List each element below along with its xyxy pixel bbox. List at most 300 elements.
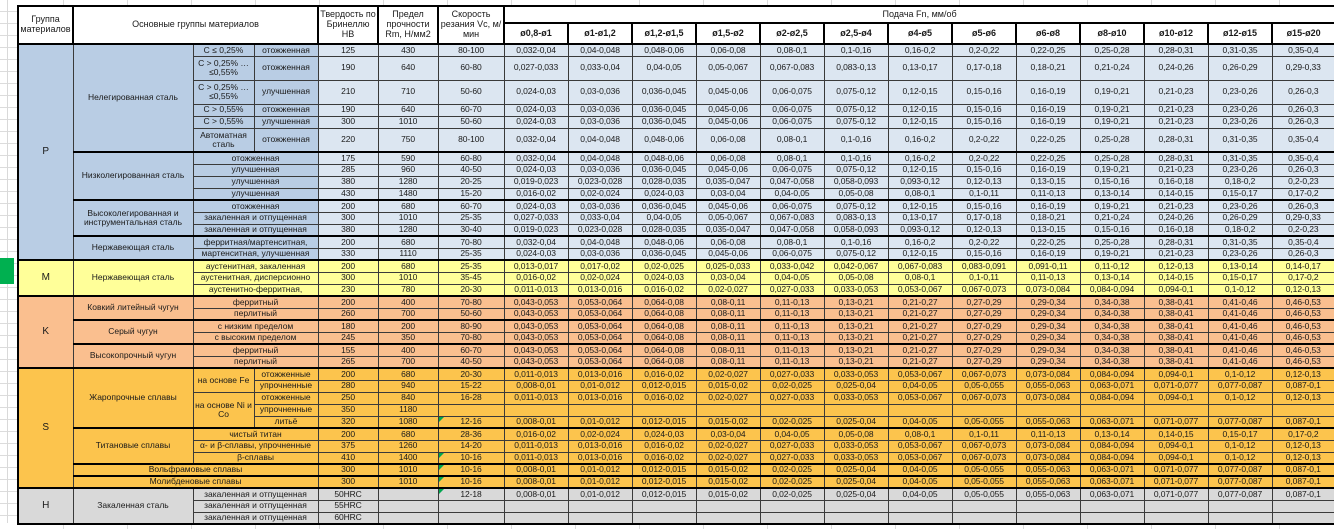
feed-cell[interactable]: 0,17-0,2 — [1272, 188, 1334, 200]
speed-cell[interactable]: 60-70 — [438, 104, 504, 116]
feed-cell[interactable] — [888, 404, 952, 416]
feed-cell[interactable]: 0,12-0,13 — [952, 224, 1016, 236]
feed-cell[interactable]: 0,067-0,073 — [952, 392, 1016, 404]
feed-cell[interactable] — [1144, 500, 1208, 512]
feed-cell[interactable]: 0,075-0,12 — [824, 248, 888, 260]
feed-cell[interactable] — [1080, 404, 1144, 416]
feed-cell[interactable]: 0,025-0,04 — [824, 488, 888, 500]
feed-cell[interactable]: 0,13-0,14 — [1208, 260, 1272, 272]
feed-cell[interactable]: 0,011-0,013 — [504, 368, 568, 380]
feed-cell[interactable]: 0,2-0,23 — [1272, 176, 1334, 188]
feed-cell[interactable]: 0,016-0,02 — [632, 284, 696, 296]
strength-cell[interactable]: 700 — [378, 356, 438, 368]
feed-cell[interactable] — [1272, 404, 1334, 416]
feed-cell[interactable]: 0,047-0,058 — [760, 224, 824, 236]
material-cell[interactable]: аустенитная, дисперсионно — [193, 272, 318, 284]
feed-cell[interactable]: 0,012-0,015 — [632, 476, 696, 488]
strength-cell[interactable]: 1010 — [378, 476, 438, 488]
feed-cell[interactable]: 0,06-0,075 — [760, 104, 824, 116]
feed-cell[interactable]: 0,08-0,11 — [696, 308, 760, 320]
feed-cell[interactable] — [824, 500, 888, 512]
feed-cell[interactable]: 0,04-0,048 — [568, 44, 632, 56]
feed-cell[interactable]: 0,063-0,071 — [1080, 464, 1144, 476]
feed-cell[interactable]: 0,036-0,045 — [632, 80, 696, 104]
feed-cell[interactable]: 0,13-0,14 — [1080, 428, 1144, 440]
feed-cell[interactable]: 0,18-0,21 — [1016, 212, 1080, 224]
feed-cell[interactable]: 0,03-0,04 — [696, 428, 760, 440]
feed-cell[interactable]: 0,027-0,033 — [760, 284, 824, 296]
feed-cell[interactable]: 0,08-0,1 — [888, 188, 952, 200]
feed-cell[interactable]: 0,064-0,08 — [632, 320, 696, 332]
diameter-header[interactable]: ø15-ø20 — [1272, 23, 1334, 44]
strength-cell[interactable]: 430 — [378, 44, 438, 56]
feed-cell[interactable]: 0,15-0,17 — [1208, 188, 1272, 200]
speed-cell[interactable]: 28-36 — [438, 428, 504, 440]
feed-cell[interactable]: 0,045-0,06 — [696, 80, 760, 104]
feed-cell[interactable]: 0,08-0,11 — [696, 320, 760, 332]
feed-cell[interactable] — [1016, 512, 1080, 524]
diameter-header[interactable]: ø12-ø15 — [1208, 23, 1272, 44]
feed-cell[interactable]: 0,13-0,14 — [1080, 188, 1144, 200]
feed-cell[interactable]: 0,16-0,19 — [1016, 104, 1080, 116]
feed-cell[interactable]: 0,032-0,04 — [504, 152, 568, 164]
hardness-cell[interactable]: 330 — [318, 248, 378, 260]
hardness-cell[interactable]: 210 — [318, 80, 378, 104]
feed-cell[interactable]: 0,063-0,071 — [1080, 380, 1144, 392]
hardness-cell[interactable]: 285 — [318, 164, 378, 176]
speed-cell[interactable]: 12-16 — [438, 416, 504, 428]
feed-cell[interactable]: 0,067-0,073 — [952, 452, 1016, 464]
feed-cell[interactable]: 0,16-0,18 — [1144, 176, 1208, 188]
feed-cell[interactable]: 0,04-0,048 — [568, 152, 632, 164]
feed-cell[interactable]: 0,06-0,075 — [760, 200, 824, 212]
feed-cell[interactable]: 0,19-0,21 — [1080, 200, 1144, 212]
feed-cell[interactable]: 0,17-0,2 — [1272, 272, 1334, 284]
feed-cell[interactable]: 0,08-0,1 — [888, 428, 952, 440]
feed-cell[interactable]: 0,067-0,083 — [888, 260, 952, 272]
feed-cell[interactable]: 0,053-0,067 — [888, 392, 952, 404]
feed-cell[interactable]: 0,18-0,21 — [1016, 56, 1080, 80]
speed-cell[interactable]: 80-100 — [438, 44, 504, 56]
material-cell[interactable]: улучшенная — [193, 176, 318, 188]
hardness-cell[interactable]: 55HRC — [318, 500, 378, 512]
feed-cell[interactable]: 0,03-0,036 — [568, 248, 632, 260]
feed-cell[interactable]: 0,016-0,02 — [504, 272, 568, 284]
feed-cell[interactable]: 0,028-0,035 — [632, 176, 696, 188]
feed-cell[interactable]: 0,29-0,34 — [1016, 344, 1080, 356]
feed-cell[interactable]: 0,03-0,04 — [696, 272, 760, 284]
material-cell[interactable]: Нержавеющая сталь — [73, 260, 193, 296]
strength-cell[interactable]: 640 — [378, 104, 438, 116]
feed-cell[interactable]: 0,053-0,064 — [568, 296, 632, 308]
hardness-cell[interactable]: 200 — [318, 428, 378, 440]
feed-cell[interactable]: 0,027-0,033 — [504, 56, 568, 80]
feed-cell[interactable]: 0,03-0,036 — [568, 80, 632, 104]
feed-cell[interactable]: 0,073-0,084 — [1016, 452, 1080, 464]
speed-cell[interactable]: 10-16 — [438, 476, 504, 488]
feed-cell[interactable]: 0,033-0,053 — [824, 440, 888, 452]
feed-cell[interactable]: 0,053-0,067 — [888, 284, 952, 296]
feed-cell[interactable]: 0,084-0,094 — [1080, 440, 1144, 452]
feed-cell[interactable]: 0,16-0,19 — [1016, 116, 1080, 128]
material-cell[interactable]: C > 0,25% … ≤0,55% — [193, 80, 254, 104]
feed-cell[interactable]: 0,015-0,02 — [696, 464, 760, 476]
feed-cell[interactable]: 0,31-0,35 — [1208, 236, 1272, 248]
speed-cell[interactable]: 40-50 — [438, 164, 504, 176]
feed-cell[interactable]: 0,21-0,23 — [1144, 164, 1208, 176]
material-cell[interactable]: Серый чугун — [73, 320, 193, 344]
feed-cell[interactable]: 0,02-0,024 — [568, 428, 632, 440]
strength-cell[interactable]: 710 — [378, 80, 438, 104]
material-cell[interactable]: аустенитно-ферритная, — [193, 284, 318, 296]
feed-cell[interactable]: 0,13-0,21 — [824, 296, 888, 308]
feed-cell[interactable]: 0,01-0,012 — [568, 476, 632, 488]
feed-cell[interactable] — [1208, 500, 1272, 512]
feed-cell[interactable]: 0,011-0,013 — [504, 452, 568, 464]
strength-cell[interactable]: 1280 — [378, 224, 438, 236]
feed-cell[interactable]: 0,064-0,08 — [632, 332, 696, 344]
feed-cell[interactable] — [1208, 404, 1272, 416]
feed-cell[interactable]: 0,31-0,35 — [1208, 152, 1272, 164]
feed-cell[interactable]: 0,29-0,34 — [1016, 308, 1080, 320]
feed-cell[interactable]: 0,036-0,045 — [632, 116, 696, 128]
speed-cell[interactable]: 12-18 — [438, 488, 504, 500]
feed-cell[interactable]: 0,23-0,26 — [1208, 248, 1272, 260]
diameter-header[interactable]: ø5-ø6 — [952, 23, 1016, 44]
feed-cell[interactable]: 0,16-0,19 — [1016, 200, 1080, 212]
diameter-header[interactable]: ø1-ø1,2 — [568, 23, 632, 44]
feed-cell[interactable]: 0,35-0,4 — [1272, 152, 1334, 164]
feed-cell[interactable]: 0,34-0,38 — [1080, 296, 1144, 308]
feed-cell[interactable]: 0,2-0,22 — [952, 128, 1016, 152]
feed-cell[interactable] — [760, 512, 824, 524]
feed-cell[interactable]: 0,26-0,3 — [1272, 104, 1334, 116]
feed-cell[interactable]: 0,071-0,077 — [1144, 380, 1208, 392]
hardness-cell[interactable]: 260 — [318, 308, 378, 320]
feed-cell[interactable]: 0,35-0,4 — [1272, 44, 1334, 56]
material-cell[interactable]: Высокопрочный чугун — [73, 344, 193, 368]
feed-cell[interactable]: 0,08-0,11 — [696, 344, 760, 356]
speed-cell[interactable]: 50-60 — [438, 80, 504, 104]
speed-cell[interactable]: 40-50 — [438, 356, 504, 368]
feed-cell[interactable]: 0,093-0,12 — [888, 176, 952, 188]
feed-cell[interactable]: 0,058-0,093 — [824, 176, 888, 188]
feed-cell[interactable] — [952, 500, 1016, 512]
feed-cell[interactable]: 0,016-0,02 — [632, 392, 696, 404]
feed-cell[interactable]: 0,008-0,01 — [504, 488, 568, 500]
feed-cell[interactable]: 0,071-0,077 — [1144, 416, 1208, 428]
feed-cell[interactable]: 0,17-0,18 — [952, 212, 1016, 224]
speed-cell[interactable]: 60-70 — [438, 200, 504, 212]
material-cell[interactable]: улучшенная — [254, 116, 318, 128]
feed-cell[interactable]: 0,027-0,033 — [760, 440, 824, 452]
material-cell[interactable]: Высоколегированная и инструментальная сталь — [73, 200, 193, 236]
material-cell[interactable]: упрочненные — [254, 404, 318, 416]
material-cell[interactable]: ферритный — [193, 344, 318, 356]
feed-cell[interactable]: 0,024-0,03 — [504, 248, 568, 260]
feed-cell[interactable]: 0,03-0,036 — [568, 104, 632, 116]
speed-cell[interactable]: 50-60 — [438, 308, 504, 320]
hardness-cell[interactable]: 180 — [318, 320, 378, 332]
speed-cell[interactable]: 80-90 — [438, 320, 504, 332]
feed-cell[interactable]: 0,025-0,04 — [824, 416, 888, 428]
feed-cell[interactable]: 0,1-0,11 — [952, 272, 1016, 284]
feed-cell[interactable]: 0,18-0,2 — [1208, 224, 1272, 236]
feed-cell[interactable]: 0,084-0,094 — [1080, 452, 1144, 464]
feed-cell[interactable]: 0,075-0,12 — [824, 200, 888, 212]
material-cell[interactable]: закаленная и отпущенная — [193, 224, 318, 236]
feed-cell[interactable]: 0,019-0,023 — [504, 176, 568, 188]
feed-cell[interactable]: 0,043-0,053 — [504, 344, 568, 356]
feed-cell[interactable]: 0,045-0,06 — [696, 104, 760, 116]
feed-cell[interactable]: 0,048-0,06 — [632, 152, 696, 164]
feed-cell[interactable]: 0,04-0,05 — [888, 380, 952, 392]
hardness-cell[interactable]: 50HRC — [318, 488, 378, 500]
feed-cell[interactable]: 0,033-0,053 — [824, 452, 888, 464]
feed-cell[interactable]: 0,21-0,27 — [888, 320, 952, 332]
feed-cell[interactable]: 0,08-0,11 — [696, 356, 760, 368]
feed-cell[interactable]: 0,21-0,24 — [1080, 56, 1144, 80]
feed-cell[interactable]: 0,08-0,1 — [760, 128, 824, 152]
feed-cell[interactable]: 0,25-0,28 — [1080, 44, 1144, 56]
strength-cell[interactable] — [378, 488, 438, 500]
hardness-cell[interactable]: 430 — [318, 188, 378, 200]
material-cell[interactable]: отожженные — [254, 368, 318, 380]
hardness-cell[interactable]: 410 — [318, 452, 378, 464]
feed-cell[interactable]: 0,008-0,01 — [504, 416, 568, 428]
hardness-cell[interactable]: 190 — [318, 104, 378, 116]
hardness-cell[interactable]: 200 — [318, 236, 378, 248]
feed-cell[interactable]: 0,14-0,15 — [1144, 428, 1208, 440]
feed-cell[interactable]: 0,05-0,067 — [696, 212, 760, 224]
feed-cell[interactable]: 0,043-0,053 — [504, 296, 568, 308]
feed-cell[interactable]: 0,064-0,08 — [632, 356, 696, 368]
material-cell[interactable]: отожженная — [193, 152, 318, 164]
feed-cell[interactable]: 0,027-0,033 — [760, 452, 824, 464]
feed-cell[interactable]: 0,075-0,12 — [824, 164, 888, 176]
feed-cell[interactable]: 0,024-0,03 — [504, 116, 568, 128]
feed-cell[interactable]: 0,011-0,013 — [504, 392, 568, 404]
material-cell[interactable]: Низколегированная сталь — [73, 152, 193, 200]
feed-cell[interactable]: 0,46-0,53 — [1272, 356, 1334, 368]
feed-cell[interactable]: 0,073-0,084 — [1016, 392, 1080, 404]
feed-cell[interactable]: 0,087-0,1 — [1272, 488, 1334, 500]
strength-cell[interactable]: 1010 — [378, 272, 438, 284]
feed-cell[interactable]: 0,075-0,12 — [824, 116, 888, 128]
feed-cell[interactable]: 0,04-0,05 — [888, 476, 952, 488]
feed-cell[interactable]: 0,016-0,02 — [504, 428, 568, 440]
feed-cell[interactable]: 0,14-0,15 — [1144, 272, 1208, 284]
feed-cell[interactable]: 0,063-0,071 — [1080, 488, 1144, 500]
feed-cell[interactable]: 0,13-0,17 — [888, 56, 952, 80]
feed-cell[interactable]: 0,077-0,087 — [1208, 488, 1272, 500]
strength-cell[interactable]: 590 — [378, 152, 438, 164]
feed-cell[interactable]: 0,12-0,15 — [888, 104, 952, 116]
speed-cell[interactable]: 10-16 — [438, 452, 504, 464]
feed-cell[interactable] — [504, 500, 568, 512]
feed-cell[interactable] — [504, 512, 568, 524]
material-cell[interactable]: Закаленная сталь — [73, 488, 193, 524]
feed-cell[interactable]: 0,25-0,28 — [1080, 128, 1144, 152]
feed-cell[interactable]: 0,15-0,16 — [952, 116, 1016, 128]
feed-cell[interactable]: 0,13-0,21 — [824, 320, 888, 332]
feed-cell[interactable]: 0,12-0,13 — [1144, 260, 1208, 272]
material-cell[interactable]: перлитный — [193, 308, 318, 320]
hardness-cell[interactable]: 265 — [318, 356, 378, 368]
feed-cell[interactable]: 0,01-0,012 — [568, 416, 632, 428]
feed-cell[interactable]: 0,04-0,05 — [632, 56, 696, 80]
feed-cell[interactable] — [1080, 500, 1144, 512]
feed-cell[interactable]: 0,23-0,26 — [1208, 116, 1272, 128]
feed-cell[interactable]: 0,23-0,26 — [1208, 200, 1272, 212]
feed-cell[interactable]: 0,036-0,045 — [632, 164, 696, 176]
feed-cell[interactable]: 0,41-0,46 — [1208, 308, 1272, 320]
feed-cell[interactable]: 0,23-0,26 — [1208, 80, 1272, 104]
feed-cell[interactable]: 0,012-0,015 — [632, 488, 696, 500]
feed-cell[interactable] — [1080, 512, 1144, 524]
feed-cell[interactable]: 0,41-0,46 — [1208, 332, 1272, 344]
feed-cell[interactable]: 0,12-0,13 — [1272, 452, 1334, 464]
feed-cell[interactable]: 0,1-0,11 — [952, 188, 1016, 200]
feed-cell[interactable]: 0,05-0,08 — [824, 188, 888, 200]
hardness-cell[interactable]: 280 — [318, 380, 378, 392]
feed-cell[interactable]: 0,084-0,094 — [1080, 368, 1144, 380]
feed-cell[interactable]: 0,27-0,29 — [952, 332, 1016, 344]
strength-cell[interactable]: 840 — [378, 392, 438, 404]
hardness-cell[interactable]: 200 — [318, 296, 378, 308]
feed-cell[interactable]: 0,28-0,31 — [1144, 128, 1208, 152]
feed-cell[interactable]: 0,16-0,2 — [888, 128, 952, 152]
feed-cell[interactable]: 0,08-0,1 — [888, 272, 952, 284]
hardness-cell[interactable]: 300 — [318, 116, 378, 128]
feed-cell[interactable]: 0,06-0,075 — [760, 164, 824, 176]
feed-cell[interactable] — [1016, 500, 1080, 512]
feed-cell[interactable]: 0,46-0,53 — [1272, 320, 1334, 332]
feed-cell[interactable]: 0,04-0,05 — [760, 188, 824, 200]
material-cell[interactable]: отожженная — [254, 56, 318, 80]
feed-cell[interactable] — [504, 404, 568, 416]
speed-cell[interactable] — [438, 512, 504, 524]
speed-cell[interactable]: 15-20 — [438, 188, 504, 200]
speed-cell[interactable]: 50-60 — [438, 116, 504, 128]
feed-cell[interactable]: 0,04-0,05 — [888, 416, 952, 428]
feed-cell[interactable]: 0,15-0,16 — [952, 80, 1016, 104]
feed-cell[interactable]: 0,29-0,34 — [1016, 320, 1080, 332]
feed-cell[interactable]: 0,015-0,02 — [696, 488, 760, 500]
feed-cell[interactable]: 0,012-0,015 — [632, 464, 696, 476]
diameter-header[interactable]: ø1,2-ø1,5 — [632, 23, 696, 44]
feed-cell[interactable]: 0,1-0,16 — [824, 152, 888, 164]
group-letter-cell[interactable]: H — [18, 488, 73, 524]
feed-cell[interactable]: 0,08-0,1 — [760, 236, 824, 248]
feed-cell[interactable]: 0,21-0,23 — [1144, 80, 1208, 104]
material-cell[interactable]: улучшенная — [254, 80, 318, 104]
speed-cell[interactable]: 16-28 — [438, 392, 504, 404]
feed-cell[interactable]: 0,02-0,025 — [760, 488, 824, 500]
hardness-cell[interactable]: 375 — [318, 440, 378, 452]
feed-cell[interactable]: 0,025-0,033 — [696, 260, 760, 272]
material-cell[interactable]: с низким пределом — [193, 320, 318, 332]
hardness-cell[interactable]: 230 — [318, 284, 378, 296]
feed-cell[interactable]: 0,087-0,1 — [1272, 380, 1334, 392]
feed-cell[interactable]: 0,08-0,11 — [696, 296, 760, 308]
feed-cell[interactable]: 0,015-0,02 — [696, 380, 760, 392]
feed-cell[interactable]: 0,08-0,1 — [760, 152, 824, 164]
material-cell[interactable]: закаленная и отпущенная — [193, 512, 318, 524]
material-cell[interactable]: β-сплавы — [193, 452, 318, 464]
speed-cell[interactable]: 20-30 — [438, 368, 504, 380]
feed-cell[interactable]: 0,055-0,063 — [1016, 488, 1080, 500]
strength-cell[interactable]: 1400 — [378, 452, 438, 464]
feed-cell[interactable]: 0,12-0,13 — [1272, 284, 1334, 296]
feed-cell[interactable]: 0,016-0,02 — [632, 452, 696, 464]
speed-cell[interactable]: 35-45 — [438, 272, 504, 284]
feed-cell[interactable]: 0,027-0,033 — [760, 368, 824, 380]
feed-cell[interactable]: 0,045-0,06 — [696, 200, 760, 212]
feed-cell[interactable]: 0,26-0,3 — [1272, 248, 1334, 260]
feed-cell[interactable]: 0,34-0,38 — [1080, 356, 1144, 368]
feed-cell[interactable]: 0,06-0,075 — [760, 248, 824, 260]
feed-cell[interactable]: 0,38-0,41 — [1144, 308, 1208, 320]
hardness-cell[interactable]: 380 — [318, 224, 378, 236]
material-cell[interactable]: C > 0,55% — [193, 104, 254, 116]
feed-cell[interactable]: 0,21-0,23 — [1144, 200, 1208, 212]
feed-cell[interactable]: 0,067-0,073 — [952, 368, 1016, 380]
speed-cell[interactable]: 60-70 — [438, 344, 504, 356]
hardness-cell[interactable]: 350 — [318, 404, 378, 416]
feed-cell[interactable] — [568, 512, 632, 524]
feed-cell[interactable]: 0,16-0,2 — [888, 152, 952, 164]
hardness-cell[interactable]: 250 — [318, 392, 378, 404]
feed-cell[interactable]: 0,04-0,05 — [888, 464, 952, 476]
feed-cell[interactable]: 0,34-0,38 — [1080, 332, 1144, 344]
feed-cell[interactable]: 0,13-0,21 — [824, 344, 888, 356]
feed-cell[interactable]: 0,23-0,26 — [1208, 164, 1272, 176]
material-cell[interactable]: Нелегированная сталь — [73, 44, 193, 152]
feed-cell[interactable]: 0,04-0,05 — [888, 488, 952, 500]
feed-cell[interactable]: 0,11-0,13 — [760, 296, 824, 308]
feed-cell[interactable]: 0,071-0,077 — [1144, 464, 1208, 476]
feed-cell[interactable]: 0,11-0,12 — [1080, 260, 1144, 272]
feed-cell[interactable]: 0,25-0,28 — [1080, 152, 1144, 164]
feed-cell[interactable]: 0,073-0,084 — [1016, 368, 1080, 380]
feed-cell[interactable]: 0,067-0,083 — [760, 212, 824, 224]
feed-cell[interactable]: 0,38-0,41 — [1144, 356, 1208, 368]
feed-cell[interactable]: 0,02-0,027 — [696, 452, 760, 464]
feed-cell[interactable] — [888, 512, 952, 524]
feed-cell[interactable]: 0,02-0,025 — [760, 416, 824, 428]
feed-cell[interactable]: 0,41-0,46 — [1208, 296, 1272, 308]
feed-cell[interactable]: 0,067-0,073 — [952, 440, 1016, 452]
feed-cell[interactable]: 0,033-0,053 — [824, 284, 888, 296]
feed-cell[interactable]: 0,15-0,16 — [1080, 176, 1144, 188]
material-cell[interactable]: отожженные — [254, 392, 318, 404]
group-letter-cell[interactable]: S — [18, 368, 73, 488]
feed-cell[interactable] — [696, 500, 760, 512]
speed-cell[interactable]: 25-35 — [438, 212, 504, 224]
feed-cell[interactable]: 0,2-0,22 — [952, 236, 1016, 248]
feed-cell[interactable]: 0,26-0,3 — [1272, 80, 1334, 104]
feed-cell[interactable]: 0,024-0,03 — [504, 164, 568, 176]
strength-cell[interactable]: 680 — [378, 428, 438, 440]
speed-cell[interactable] — [438, 500, 504, 512]
feed-cell[interactable]: 0,26-0,29 — [1208, 56, 1272, 80]
feed-cell[interactable]: 0,055-0,063 — [1016, 464, 1080, 476]
speed-cell[interactable]: 60-80 — [438, 56, 504, 80]
feed-cell[interactable]: 0,055-0,063 — [1016, 380, 1080, 392]
feed-cell[interactable]: 0,27-0,29 — [952, 320, 1016, 332]
feed-cell[interactable]: 0,045-0,06 — [696, 164, 760, 176]
